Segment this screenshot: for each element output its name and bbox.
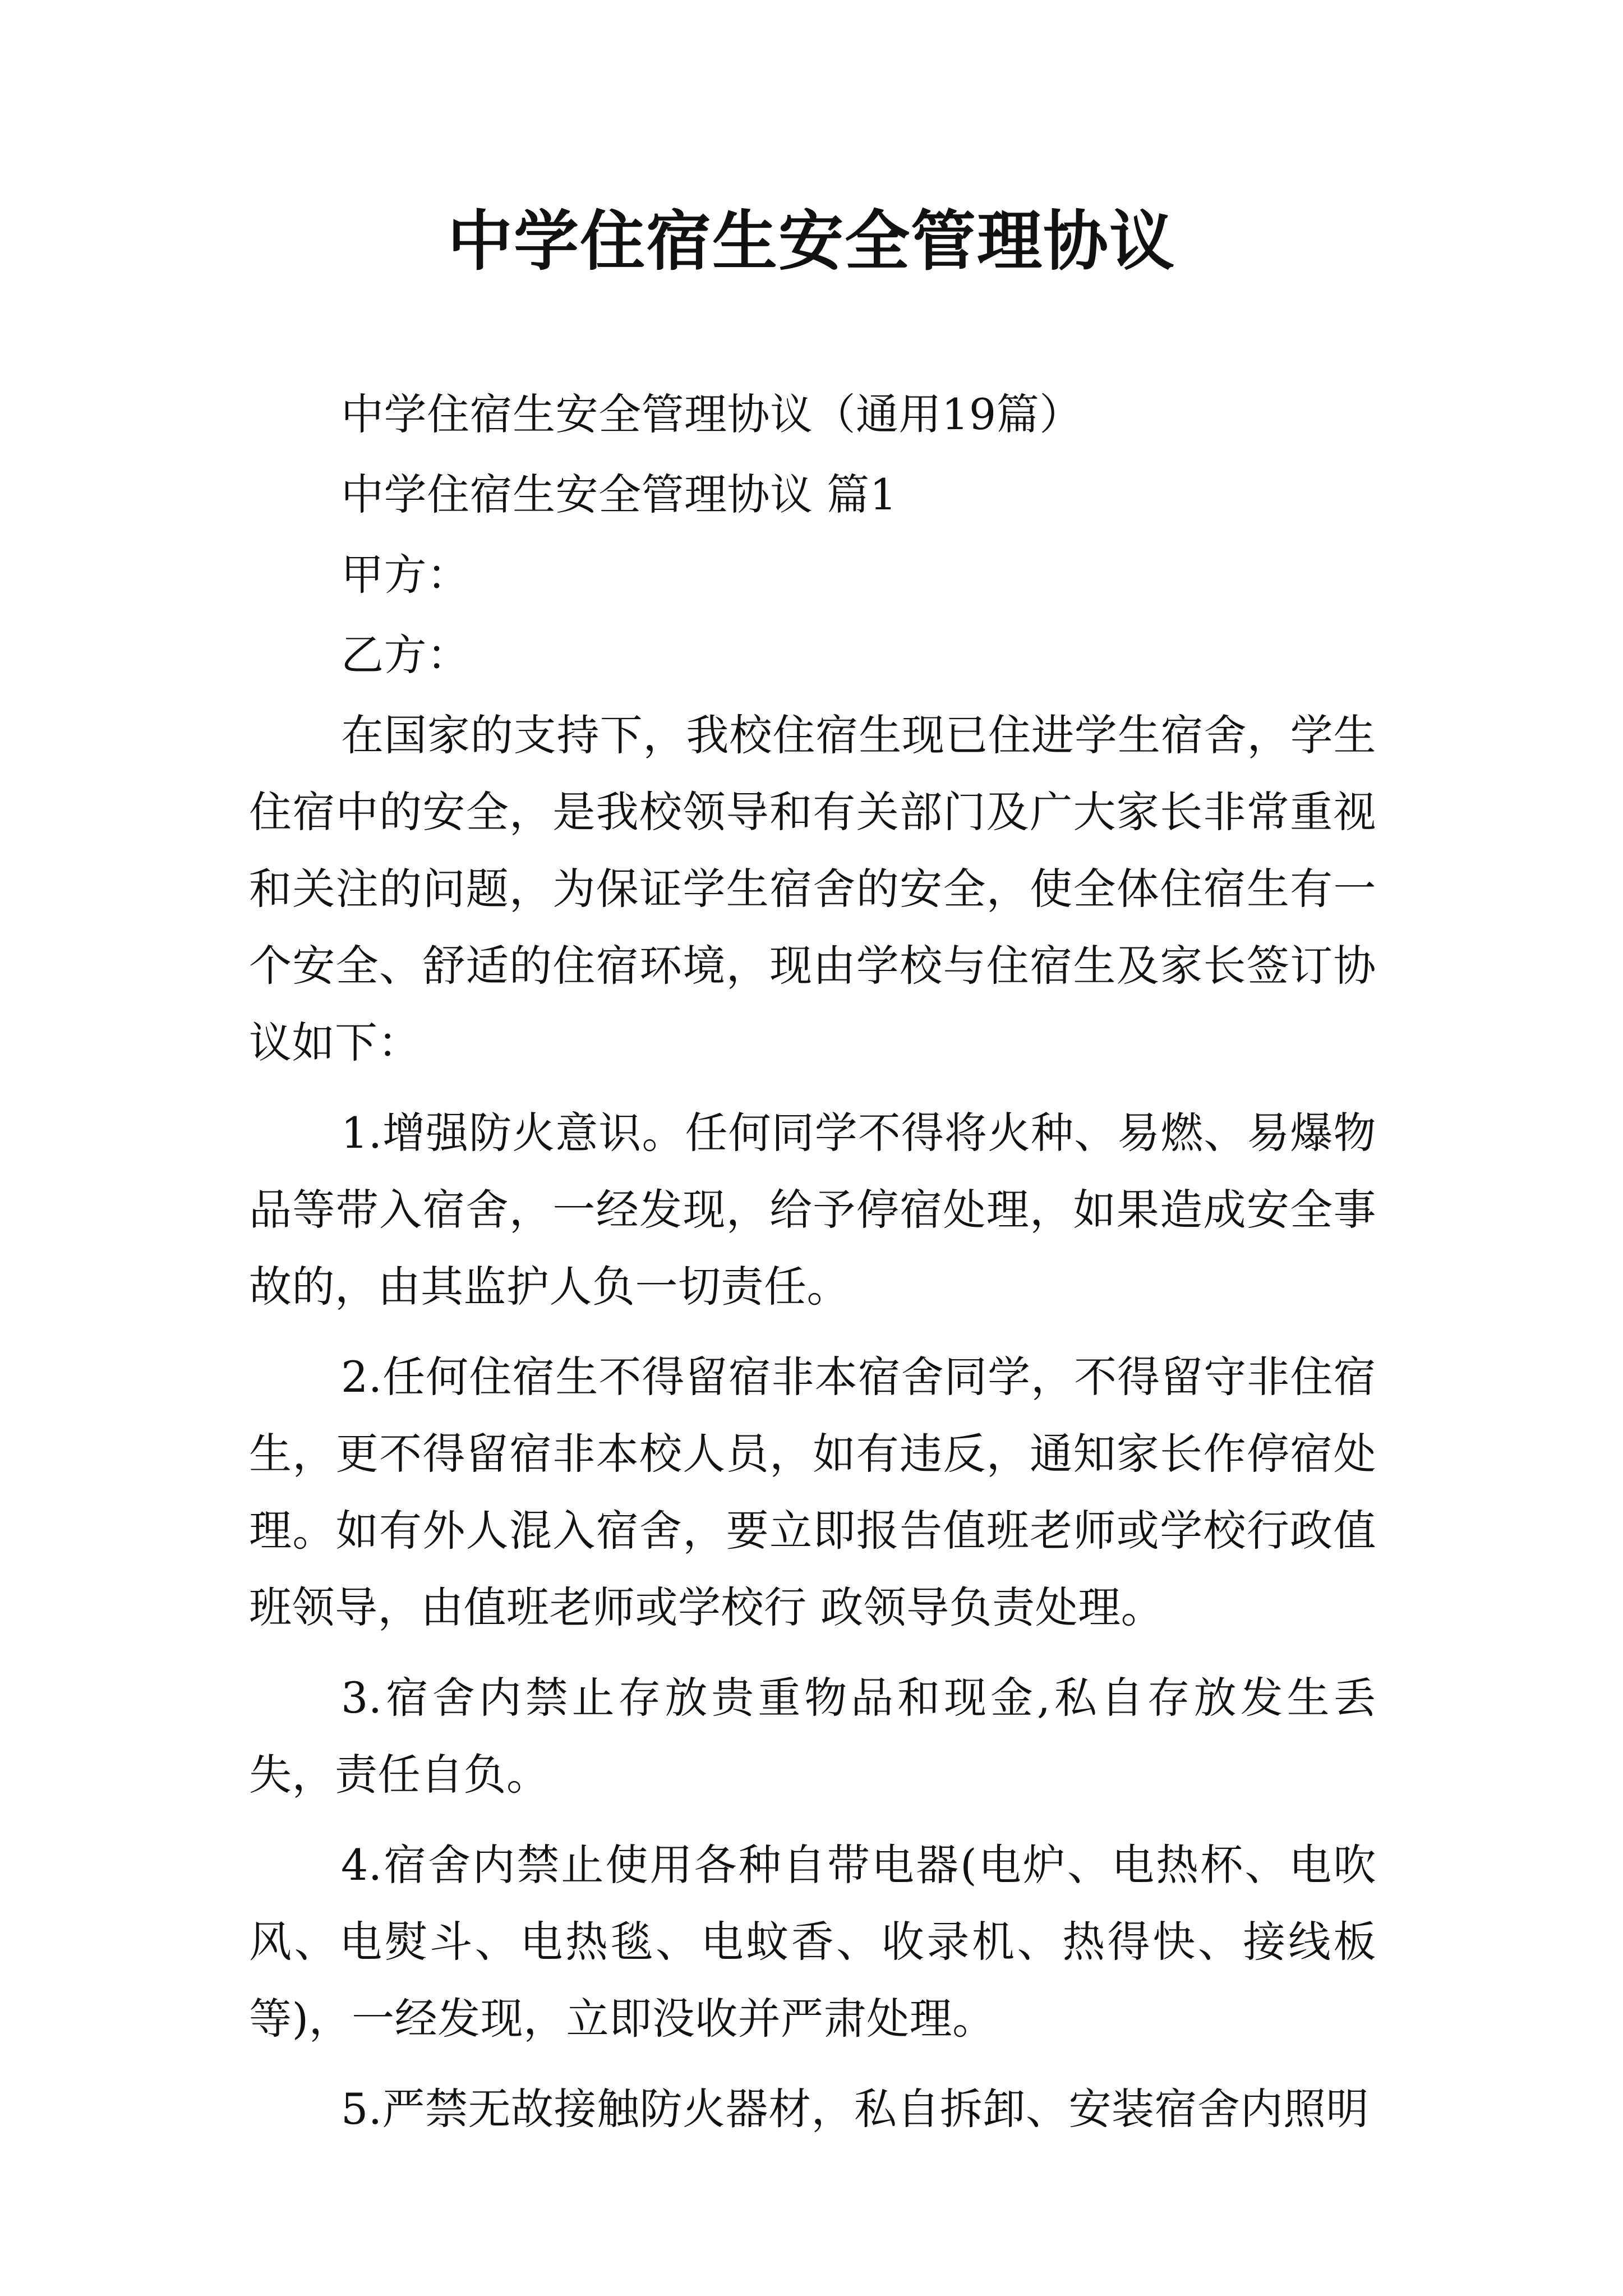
document-title: 中学住宿生安全管理协议 [448, 203, 1175, 279]
clause-4: 4.宿舍内禁止使用各种自带电器(电炉、电热杯、电吹风、电熨斗、电热毯、电蚊香、收录机、热得快、接线板等)，一经发现，立即没收并严肃处理。 [249, 1840, 1376, 2044]
subtitle-paragraph: 中学住宿生安全管理协议（通用19篇） [341, 389, 1082, 439]
clause-1: 1.增强防火意识。任何同学不得将火种、易燃、易爆物品等带入宿舍，一经发现，给予停宿处理，如果造成安全事故的，由其监护人负一切责任。 [249, 1108, 1376, 1312]
clause-2: 2.任何住宿生不得留宿非本宿舍同学，不得留守非住宿生，更不得留宿非本校人员，如有违反，通知家长作停宿处理。如有外人混入宿舍，要立即报告值班老师或学校行政值班领导，由值班老师或学校行 政领导负责处理。 [249, 1352, 1376, 1632]
clause-3: 3.宿舍内禁止存放贵重物品和现金,私自存放发生丢失，责任自负。 [249, 1673, 1376, 1800]
document-body [249, 376, 1376, 2161]
party-b-label: 乙方： [341, 630, 470, 680]
party-a-label: 甲方： [341, 550, 470, 600]
intro-paragraph: 在国家的支持下，我校住宿生现已住进学生宿舍，学生住宿中的安全，是我校领导和有关部门及广大家长非常重视和关注的问题，为保证学生宿舍的安全，使全体住宿生有一个安全、舒适的住宿环境，现由学校与住宿生及家长签订协议如下： [249, 710, 1376, 1068]
clause-5: 5.严禁无故接触防火器材，私自拆卸、安装宿舍内照明 [341, 2084, 1370, 2134]
section-heading: 中学住宿生安全管理协议 篇1 [341, 470, 897, 519]
